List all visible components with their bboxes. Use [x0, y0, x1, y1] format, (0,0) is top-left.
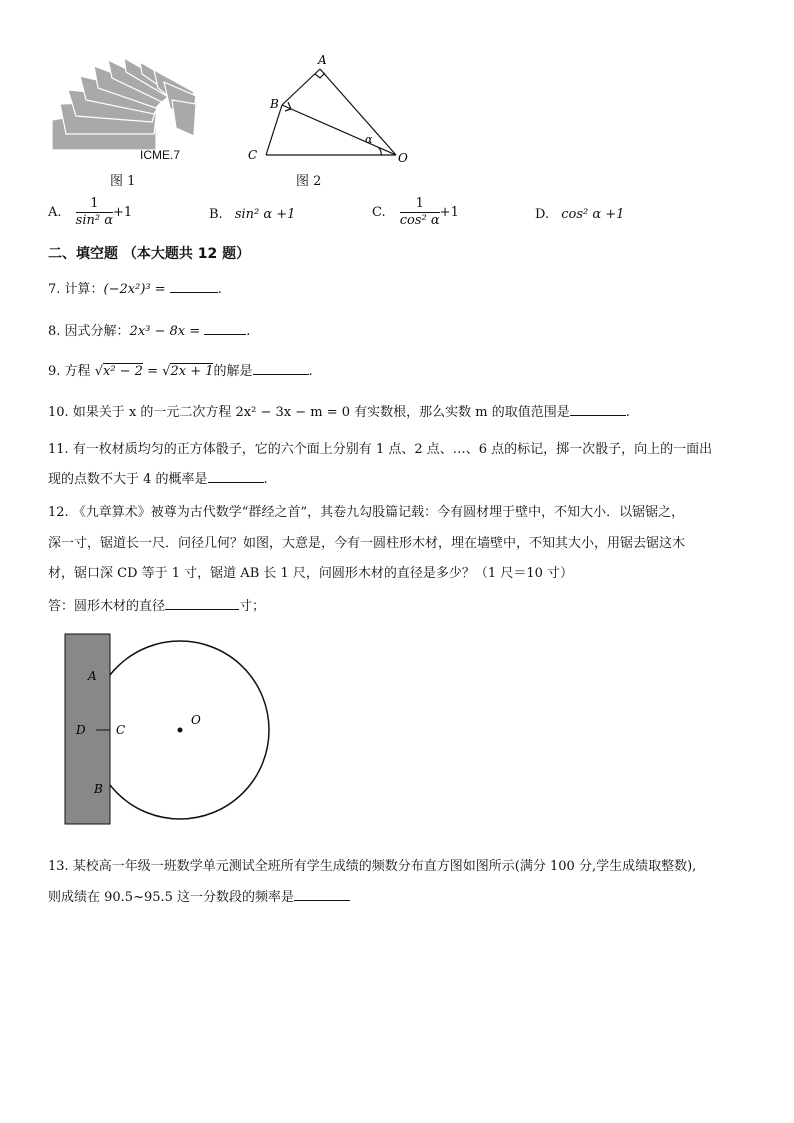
answer-blank[interactable] — [294, 887, 350, 901]
fig1-caption: 图 1 — [110, 174, 136, 189]
sqrt-symbol: √ — [162, 364, 171, 379]
fig1-label: ICME.7 — [140, 148, 181, 162]
question-12-line3: 材，锯口深 CD 等于 1 寸，锯道 AB 长 1 尺，问圆形木材的直径是多少？（1 尺＝10 寸） — [48, 566, 573, 581]
label-b: B — [94, 782, 103, 796]
question-12-line1: 12. 《九章算术》被尊为古代数学“群经之首”，其卷九勾股篇记载：今有圆材埋于壁中，不知大小．以锯锯之， — [48, 505, 685, 520]
label-a: A — [88, 669, 97, 683]
option-a: A. $\frac{1}{\text{sin² α}}$ +1 — [48, 196, 133, 228]
option-b: B. sin² α +1 — [209, 207, 296, 222]
question-10: 10. 如果关于 x 的一元二次方程 2x² − 3x − m = 0 有实数根，那么实数 m 的取值范围是 . — [48, 402, 630, 423]
label-o: O — [191, 713, 201, 727]
icme7-figure — [46, 52, 206, 162]
circle-wall-figure — [60, 630, 275, 830]
question-8: 8. 因式分解：2x³ − 8x = . — [48, 321, 250, 342]
point-b: B — [270, 97, 279, 111]
point-o: O — [398, 151, 408, 165]
question-7: 7. 计算：(−2x²)³ = . — [48, 279, 222, 300]
angle-alpha: α — [365, 133, 373, 146]
option-c: C. $\frac{1}{\text{cos² α}}$ +1 — [372, 196, 459, 228]
answer-blank[interactable] — [253, 361, 309, 375]
fig2-caption: 图 2 — [296, 174, 322, 189]
question-13-line2: 则成绩在 90.5~95.5 这一分数段的频率是 — [48, 887, 350, 908]
label-d: D — [76, 723, 86, 737]
question-11-line2: 现的点数不大于 4 的概率是 . — [48, 469, 268, 490]
sqrt-symbol: √ — [94, 364, 103, 379]
answer-blank[interactable] — [208, 469, 264, 483]
question-12-line2: 深一寸，锯道长一尺．问径几何？如图，大意是，今有一圆柱形木材，埋在墙壁中，不知其大小，用锯去锯这木 — [48, 536, 686, 551]
center-point — [178, 728, 183, 733]
question-12-answer: 答：圆形木材的直径 寸； — [48, 596, 265, 617]
point-a: A — [318, 53, 327, 67]
answer-blank[interactable] — [170, 279, 218, 293]
answer-blank[interactable] — [204, 321, 246, 335]
option-d: D. cos² α +1 — [535, 207, 625, 222]
answer-blank[interactable] — [165, 596, 239, 610]
answer-blank[interactable] — [570, 402, 626, 416]
triangle-figure — [240, 52, 420, 167]
label-c: C — [116, 723, 126, 737]
question-9: 9. 方程 √x² − 2 = √2x + 1的解是 . — [48, 361, 313, 382]
question-11-line1: 11. 有一枚材质均匀的正方体骰子，它的六个面上分别有 1 点、2 点、…、6 点的标记，掷一次骰子，向上的一面出 — [48, 442, 713, 457]
section-title: 二、填空题 （本大题共 12 题） — [48, 246, 251, 262]
point-c: C — [248, 148, 258, 162]
question-13-line1: 13. 某校高一年级一班数学单元测试全班所有学生成绩的频数分布直方图如图所示(满分 100 分,学生成绩取整数), — [48, 859, 697, 874]
